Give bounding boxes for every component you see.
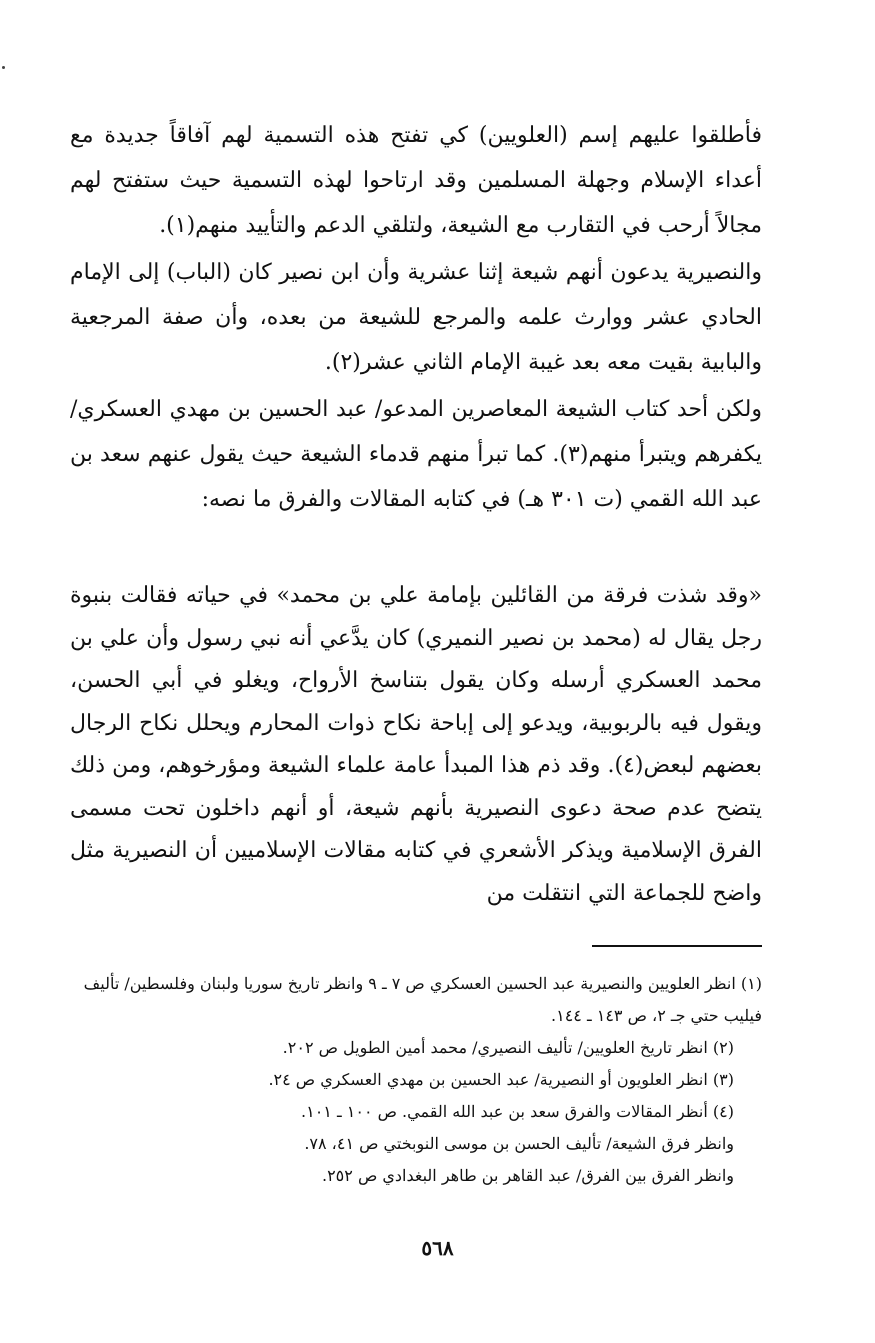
page-number: ٥٦٨	[421, 1236, 454, 1260]
footnotes	[70, 968, 762, 1192]
footnote-4-cont-2: وانظر الفرق بين الفرق/ عبد القاهر بن طاهر البغدادي ص ٢٥٢.	[321, 1166, 734, 1185]
paragraph-3: ولكن أحد كتاب الشيعة المعاصرين المدعو/ عبد الحسين بن مهدي العسكري/ يكفرهم ويتبرأ منهم(٣). كما تبرأ منهم قدماء الشيعة حيث يقول عنهم سعد بن عبد الله القمي (ت ٣٠١ هـ) في كتابه المقالات والفرق ما نصه:	[70, 397, 762, 512]
footnote-4: (٤) أنظر المقالات والفرق سعد بن عبد الله القمي. ص ١٠٠ ـ ١٠١.	[301, 1102, 734, 1121]
footnote-3: (٣) انظر العلويون أو النصيرية/ عبد الحسين بن مهدي العسكري ص ٢٤.	[268, 1070, 734, 1089]
footnote-separator	[592, 945, 762, 947]
scan-speck	[2, 66, 5, 69]
footnote-4-cont-1: وانظر فرق الشيعة/ تأليف الحسن بن موسى النوبختي ص ٤١، ٧٨.	[304, 1134, 734, 1153]
paragraph-4: «وقد شذت فرقة من القائلين بإمامة علي بن محمد» في حياته فقالت بنبوة رجل يقال له (محمد بن نصير النميري) كان يدَّعي أنه نبي رسول وأن علي بن محمد العسكري أرسله وكان يقول بتناسخ الأرواح، ويغلو في أبي الحسن، ويقول فيه بالربوبية، ويدعو إلى إباحة نكاح ذوات المحارم ويحلل نكاح الرجال بعضهم لبعض(٤). وقد ذم هذا المبدأ عامة علماء الشيعة ومؤرخوهم، ومن ذلك يتضح عدم صحة دعوى النصيرية بأنهم شيعة، أو أنهم داخلون تحت مسمى الفرق الإسلامية ويذكر الأشعري في كتابه مقالات الإسلاميين أن النصيرية مثل واضح للجماعة التي انتقلت من	[70, 583, 762, 906]
footnote-1: (١) انظر العلويين والنصيرية عبد الحسين العسكري ص ٧ ـ ٩ وانظر تاريخ سوريا ولبنان وفلسطين/ تأليف فيليب حتي جـ ٢، ص ١٤٣ ـ ١٤٤.	[83, 974, 762, 1025]
paragraph-2: والنصيرية يدعون أنهم شيعة إثنا عشرية وأن ابن نصير كان (الباب) إلى الإمام الحادي عشر ووارث علمه والمرجع للشيعة من بعده، وأن صفة المرجعية والبابية بقيت معه بعد غيبة الإمام الثاني عشر(٢).	[70, 260, 762, 375]
paragraph-1: فأطلقوا عليهم إسم (العلويين) كي تفتح هذه التسمية لهم آفاقاً جديدة مع أعداء الإسلام وجهلة المسلمين وقد ارتاحوا لهذه التسمية حيث ستفتح لهم مجالاً أرحب في التقارب مع الشيعة، ولتلقي الدعم والتأييد منهم(١).	[70, 123, 762, 238]
footnote-2: (٢) انظر تاريخ العلويين/ تأليف النصيري/ محمد أمين الطويل ص ٢٠٢.	[282, 1038, 734, 1057]
